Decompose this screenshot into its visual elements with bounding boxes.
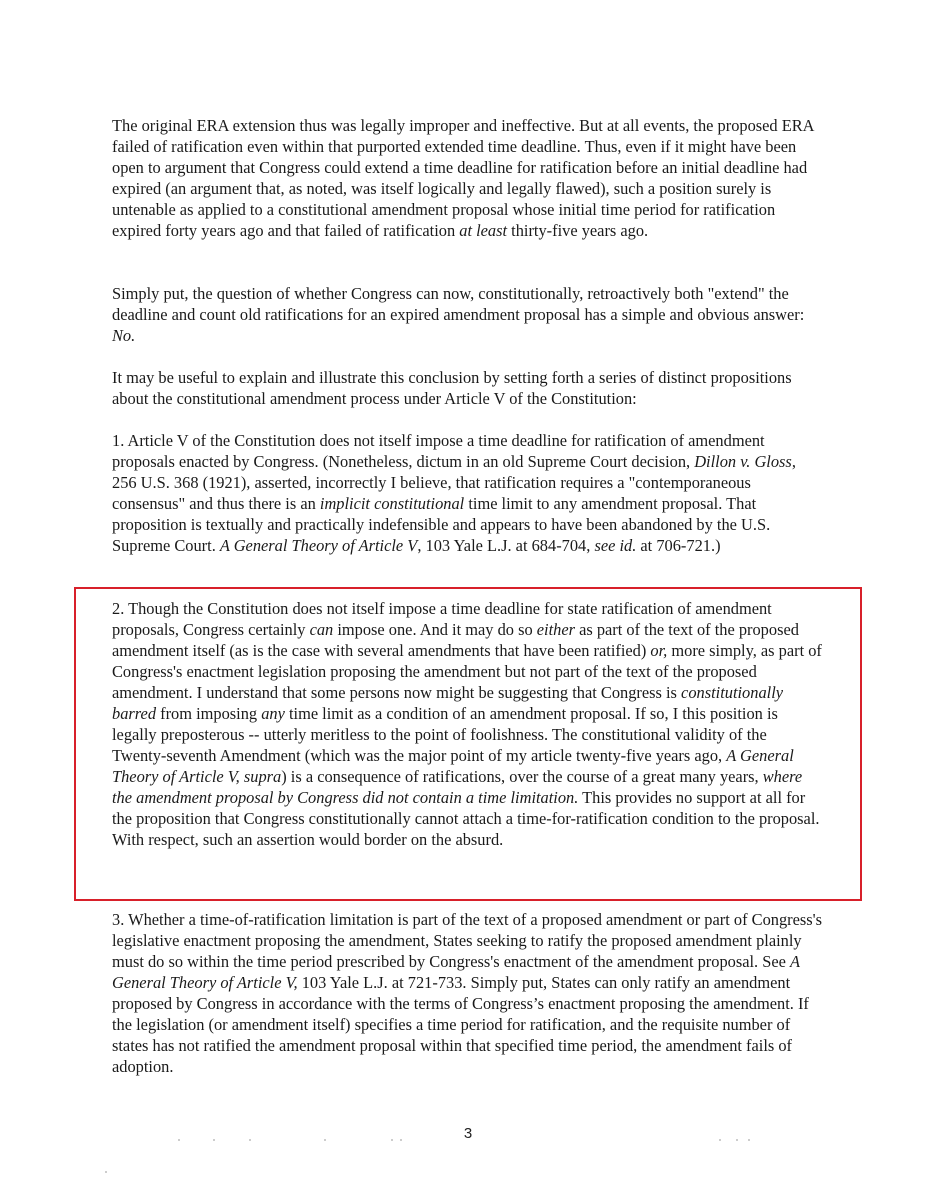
scan-artifact (736, 1139, 738, 1141)
paragraph-simply-put: Simply put, the question of whether Congress can now, constitutionally, retroactively both "extend" the deadline and count old ratifications for an expired amendment proposal has a simple and obvious answer: No. (112, 284, 805, 345)
paragraph-proposition-1: 1. Article V of the Constitution does not itself impose a time deadline for ratification of amendment proposals enacted by Congress. (Nonetheless, dictum in an old Supreme Court decision, Dillon v. Gloss, 256 U.S. 368 (1921), asserted, incorrectly I believe, that ratification requires a "contemporaneous consensus" and thus there is an implicit constitutional time limit to any amendment proposal. That proposition is textually and practically indefensible and appears to have been abandoned by the U.S. Supreme Court. A General Theory of Article V, 103 Yale L.J. at 684-704, see id. at 706-721.) (112, 431, 796, 555)
scan-artifact (105, 1171, 107, 1173)
paragraph-propositions-intro: It may be useful to explain and illustrate this conclusion by setting forth a series of distinct propositions about the constitutional amendment process under Article V of the Constitution: (112, 368, 792, 408)
paragraph-era-extension: The original ERA extension thus was legally improper and ineffective. But at all events, the proposed ERA failed of ratification even within that purported extended time deadline. Thus, even if it might have been open to argument that Congress could extend a time deadline for ratification before an initial deadline had expired (an argument that, as noted, was itself logically and legally flawed), such a position surely is untenable as applied to a constitutional amendment proposal whose initial time period for ratification expired forty years ago and that failed of ratification at least thirty-five years ago. (112, 116, 814, 240)
paragraph-proposition-3: 3. Whether a time-of-ratification limitation is part of the text of a proposed amendment or part of Congress's legislative enactment proposing the amendment, States seeking to ratify the proposed amendment plainly must do so within the time period prescribed by Congress's enactment of the amendment proposal. See A General Theory of Article V, 103 Yale L.J. at 721-733. Simply put, States can only ratify an amendment proposed by Congress in accordance with the terms of Congress’s enactment proposing the amendment. If the legislation (or amendment itself) specifies a time period for ratification, and the requisite number of states has not ratified the amendment proposal within that specified time period, the amendment fails of adoption. (112, 910, 822, 1076)
paragraph-proposition-2: 2. Though the Constitution does not itself impose a time deadline for state ratification of amendment proposals, Congress certainly can impose one. And it may do so either as part of the text of the proposed amendment itself (as is the case with several amendments that have been ratified) or, more simply, as part of Congress's enactment legislation proposing the amendment but not part of the text of the proposed amendment. I understand that some persons now might be suggesting that Congress is constitutionally barred from imposing any time limit as a condition of an amendment proposal. If so, I this position is legally preposterous -- utterly meritless to the point of foolishness. The constitutional validity of the Twenty-seventh Amendment (which was the major point of my article twenty-five years ago, A General Theory of Article V, supra) is a consequence of ratifications, over the course of a great many years, where the amendment proposal by Congress did not contain a time limitation. This provides no support at all for the proposition that Congress constitutionally cannot attach a time-for-ratification condition to the proposal. With respect, such an assertion would border on the absurd. (112, 599, 822, 849)
scan-artifact (178, 1139, 180, 1141)
scan-artifact (213, 1139, 215, 1141)
page-number: 3 (463, 1125, 473, 1142)
scan-artifact (249, 1139, 251, 1141)
scan-artifact (748, 1139, 750, 1141)
scan-artifact (324, 1139, 326, 1141)
scan-artifact (400, 1139, 402, 1141)
scan-artifact (719, 1139, 721, 1141)
scan-artifact (391, 1139, 393, 1141)
